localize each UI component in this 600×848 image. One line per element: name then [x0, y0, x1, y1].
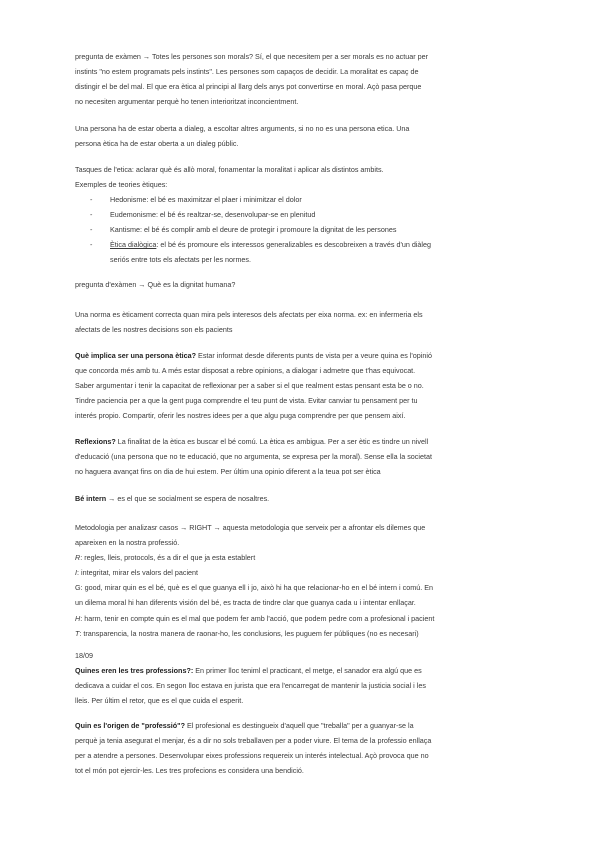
- text-line: [75, 550, 529, 565]
- text-line: G: good, mirar quin es el bé, què es el que guanya ell i jo, això hi ha que relacionar-ho en el bé intern i comú. En: [75, 583, 433, 593]
- text-line: [75, 626, 529, 641]
- dash-bullet: -: [90, 210, 93, 220]
- underlined-term: Ètica dialògica: [110, 240, 157, 250]
- italic-letter: R: [75, 553, 81, 563]
- bold-heading: Què implica ser una persona ètica?: [75, 351, 197, 360]
- bold-heading: Quines eren les tres professions?:: [75, 666, 194, 675]
- paragraph-three-professions: [75, 663, 529, 708]
- text-line: no necesiten argumentar perquè ho tenen interioritzat inconcientment.: [75, 97, 299, 107]
- text-line: 18/09: [75, 651, 93, 660]
- text-line: no haguera avançat fins on dia de hui estem. Per últim una opinio diferent a la teua pot ser ètica: [75, 467, 381, 477]
- bold-heading: Reflexions?: [75, 437, 116, 446]
- list-item-text: : el bé és promoure els interessos generalizables es descobreixen a través d'un diàleg: [156, 240, 432, 250]
- text-line: Tindre paciencia per a que la gent puga comprendre el teu punt de vista. Evitar canviar tu pensament per tu: [75, 396, 418, 406]
- paragraph-open-dialogue: [75, 121, 529, 151]
- text-line: Una norma es èticament correcta quan mira pels interesos dels afectats per eixa norma. ex: en infermeria els: [75, 310, 423, 319]
- text-line: tot el món pot ejercir-les. Les tres profecions es considera una bendició.: [75, 766, 304, 776]
- text-span: → es el que se socialment se espera de nosaltres.: [106, 494, 270, 503]
- text-line: perquè ja tenia asegurat el menjar, és a dir no sols treballaven per a poder viure. El tema de la professio enllaça: [75, 736, 432, 746]
- text-line: [75, 718, 529, 733]
- text-line: [75, 565, 529, 580]
- text-line: lleis. Per últim el retor, que es el que cuida el esperit.: [75, 696, 244, 706]
- list-item: [75, 192, 529, 207]
- dash-bullet: -: [90, 195, 93, 204]
- list-item: [75, 207, 529, 222]
- text-line: [75, 663, 529, 678]
- text-line: Exemples de teories ètiques:: [75, 180, 168, 190]
- text-span: En primer lloc teniml el practicant, el metge, el sanador era algú que es: [193, 666, 422, 675]
- list-item-text: Kantisme: el bé és complir amb el deure de protegir i promoure la dignitat de les persones: [110, 225, 397, 235]
- paragraph-morality-exam-question: [75, 49, 529, 109]
- text-line: pregunta d'exàmen → Què es la dignitat humana?: [75, 280, 236, 289]
- text-line: Saber argumentar i tenir la capacitat de reflexionar per a saber si el que realment estas pensant esta be o no.: [75, 381, 424, 391]
- text-span: : integritat, mirar els valors del pacient: [77, 568, 199, 578]
- ethical-theories-list: [75, 192, 529, 267]
- text-span: : regles, lleis, protocols, és a dir el que ja esta establert: [80, 553, 256, 563]
- text-line: Una persona ha de estar oberta a dialeg, a escoltar altres arguments, si no no es una persona etica. Una: [75, 124, 410, 133]
- date-heading: [75, 648, 529, 663]
- list-item-text: seriós entre tots els afectats per les normes.: [110, 255, 252, 265]
- italic-letter: I: [75, 568, 77, 578]
- text-line: interés propio. Compartir, oferir les nostres idees per a que algu puga comprendre per que pensem així.: [75, 411, 406, 421]
- text-line: apareixen en la nostra professió.: [75, 538, 180, 548]
- text-line: instints "no estem programats pels instints". Les persones som capaços de decidir. La moralitat es capaç de: [75, 67, 419, 77]
- list-item-text: Hedonisme: el bé es maximitzar el plaer i minimitzar el dolor: [110, 195, 302, 204]
- bold-heading: Quin es l'origen de "professió"?: [75, 721, 185, 730]
- text-line: que concorda més amb tu. A més estar disposat a rebre opinions, a dialogar i admetre que t'has equivocat.: [75, 366, 416, 376]
- paragraph-dignity-exam-question: [75, 277, 529, 292]
- text-line: [75, 348, 529, 363]
- text-line: Metodologia per analizasr casos → RIGHT → aquesta metodologia que serveix per a afrontar els dilemes que: [75, 523, 426, 532]
- paragraph-right-methodology: [75, 520, 529, 641]
- bold-heading: Bé intern: [75, 494, 107, 503]
- text-span: Estar informat desde diferents punts de vista per a veure quina es l'opinió: [196, 351, 432, 360]
- text-span: : harm, tenir en compte quin es el mal que podem fer amb l'acció, que podem pedre com a profesional i pacient: [80, 613, 435, 623]
- text-line: distingir el be del mal. El que era ètica al principi al llarg dels anys pot convertirse en moral. Açò pasa perque: [75, 82, 422, 92]
- text-line: Tasques de l'etica: aclarar què és allò moral, fonamentar la moralitat i aplicar als distintos ambits.: [75, 165, 384, 174]
- italic-letter: H: [75, 613, 81, 623]
- paragraph-reflections: [75, 434, 529, 479]
- paragraph-internal-good: [75, 491, 529, 506]
- italic-letter: T: [75, 628, 80, 638]
- list-item-text: Eudemonisme: el bé és realtzar-se, desenvolupar-se en plenitud: [110, 210, 316, 220]
- text-span: El profesional es destingueix d'aquell que "treballa" per a guanyar-se la: [184, 721, 414, 730]
- dash-bullet: -: [90, 225, 93, 235]
- text-line: [75, 434, 529, 449]
- paragraph-ethical-norm: [75, 307, 529, 337]
- text-span: : transparencia, la nostra manera de raonar-ho, les conclusions, les puguem fer públiques (no es necesari): [79, 628, 419, 638]
- list-item: [75, 222, 529, 237]
- text-line: [75, 491, 529, 506]
- dash-bullet: -: [90, 240, 93, 250]
- paragraph-origin-of-profession: [75, 718, 529, 778]
- text-line: [75, 611, 529, 626]
- paragraph-ethical-person: [75, 348, 529, 423]
- text-line: dedicava a cuidar el cos. En segon lloc estava en jurista que era l'encarregat de mantenir la justicia social i les: [75, 681, 426, 691]
- text-line: un dilema moral hi han diferents visión del bé, es tracta de tindre clar que guanya cada u i intentar enllaçar.: [75, 598, 416, 608]
- text-line: pregunta de exàmen → Totes les persones son morals? Sí, el que necesitem per a ser morals es no actuar per: [75, 52, 429, 61]
- text-line: persona ètica ha de estar oberta a un dialeg públic.: [75, 139, 239, 149]
- text-line: d'educació (una persona que no te educació, que no argumenta, se expresa per la moral). Sense ella la societat: [75, 452, 432, 462]
- paragraph-ethics-tasks: [75, 162, 529, 192]
- text-line: per a atendre a persones. Desenvolupar eixes professions requereix un interés intelectual. Açò provoca que no: [75, 751, 429, 761]
- text-span: La finalitat de la ètica es buscar el bé comú. La ètica es ambigua. Per a ser ètic es tindre un nivell: [115, 437, 429, 446]
- text-line: afectats de les nostres decisions son els pacients: [75, 325, 233, 335]
- list-item: [75, 237, 529, 267]
